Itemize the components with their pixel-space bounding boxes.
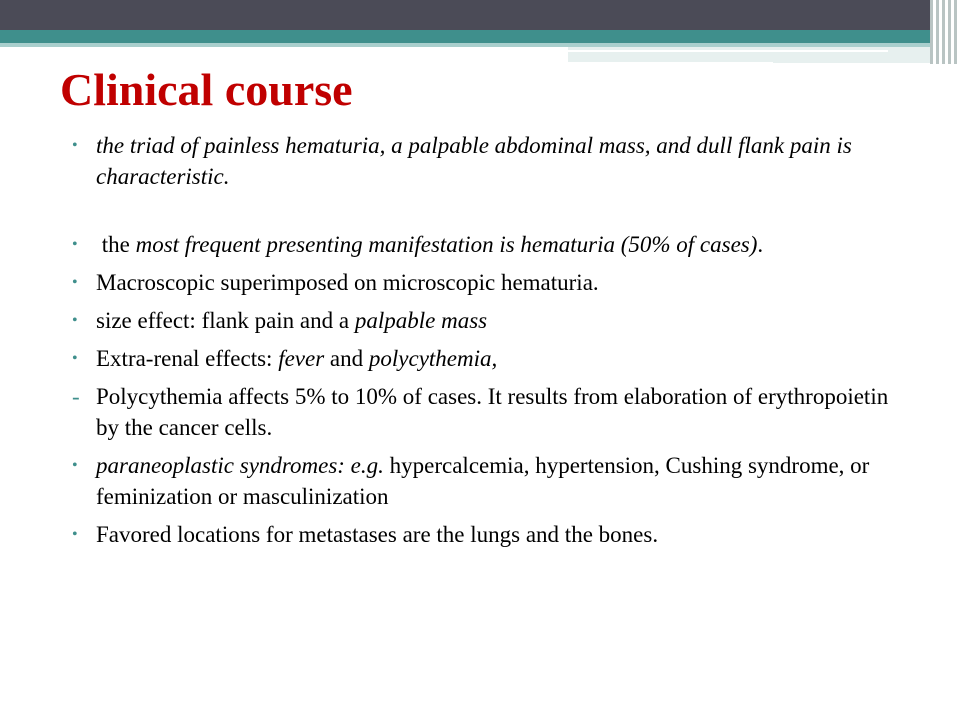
bullet-item [72,519,912,550]
bullet-text: Favored locations for metastases are the lungs and the bones. [96,522,659,547]
bullet-list [72,130,912,557]
bullet-text-italic: palpable mass [354,308,488,333]
bullet-text-italic: most frequent presenting manifestation is hematuria (50% of cases) [135,232,758,257]
bullet-marker: • [72,350,78,367]
bullet-item [72,130,912,192]
bullet-text: Polycythemia affects 5% to 10% of cases. It results from elaboration of erythropoietin by the cancer cells. [96,384,889,440]
bullet-text-tail: . [757,232,764,257]
bullet-text-lead: the [96,232,136,257]
bullet-marker: • [72,137,78,154]
teal-band [0,30,930,43]
top-dark-band [0,0,960,30]
bullet-text-italic: paraneoplastic syndromes: e.g. [96,453,384,478]
bullet-item [72,381,912,443]
bullet-text-italic: polycythemia, [368,346,498,371]
bullet-text-italic: fever [278,346,325,371]
bullet-item [72,305,912,336]
dash-marker: - [72,384,80,409]
bullet-text-lead: size effect: flank pain and a [96,308,355,333]
bullet-text: the triad of painless hematuria, a palpable abdominal mass, and dull flank pain is characteristic. [96,133,852,189]
bullet-item [72,450,912,512]
bullet-item [72,343,912,374]
bullet-text-tail: hypercalcemia, hypertension, Cushing syndrome, or feminization or masculinization [96,453,876,509]
bullet-text-mid: and [324,346,369,371]
bullet-item [72,267,912,298]
slide-title: Clinical course [60,64,353,115]
bullet-marker: • [72,236,78,253]
decor-white-line [568,50,888,52]
bullet-marker: • [72,312,78,329]
bullet-text: Macroscopic superimposed on microscopic hematuria. [96,270,599,295]
bullet-item [72,229,912,260]
bullet-text-lead: Extra-renal effects: [96,346,279,371]
decor-white-line [568,62,773,64]
decor-stripes [930,0,960,64]
bullet-marker: • [72,526,78,543]
bullet-marker: • [72,457,78,474]
bullet-marker: • [72,274,78,291]
